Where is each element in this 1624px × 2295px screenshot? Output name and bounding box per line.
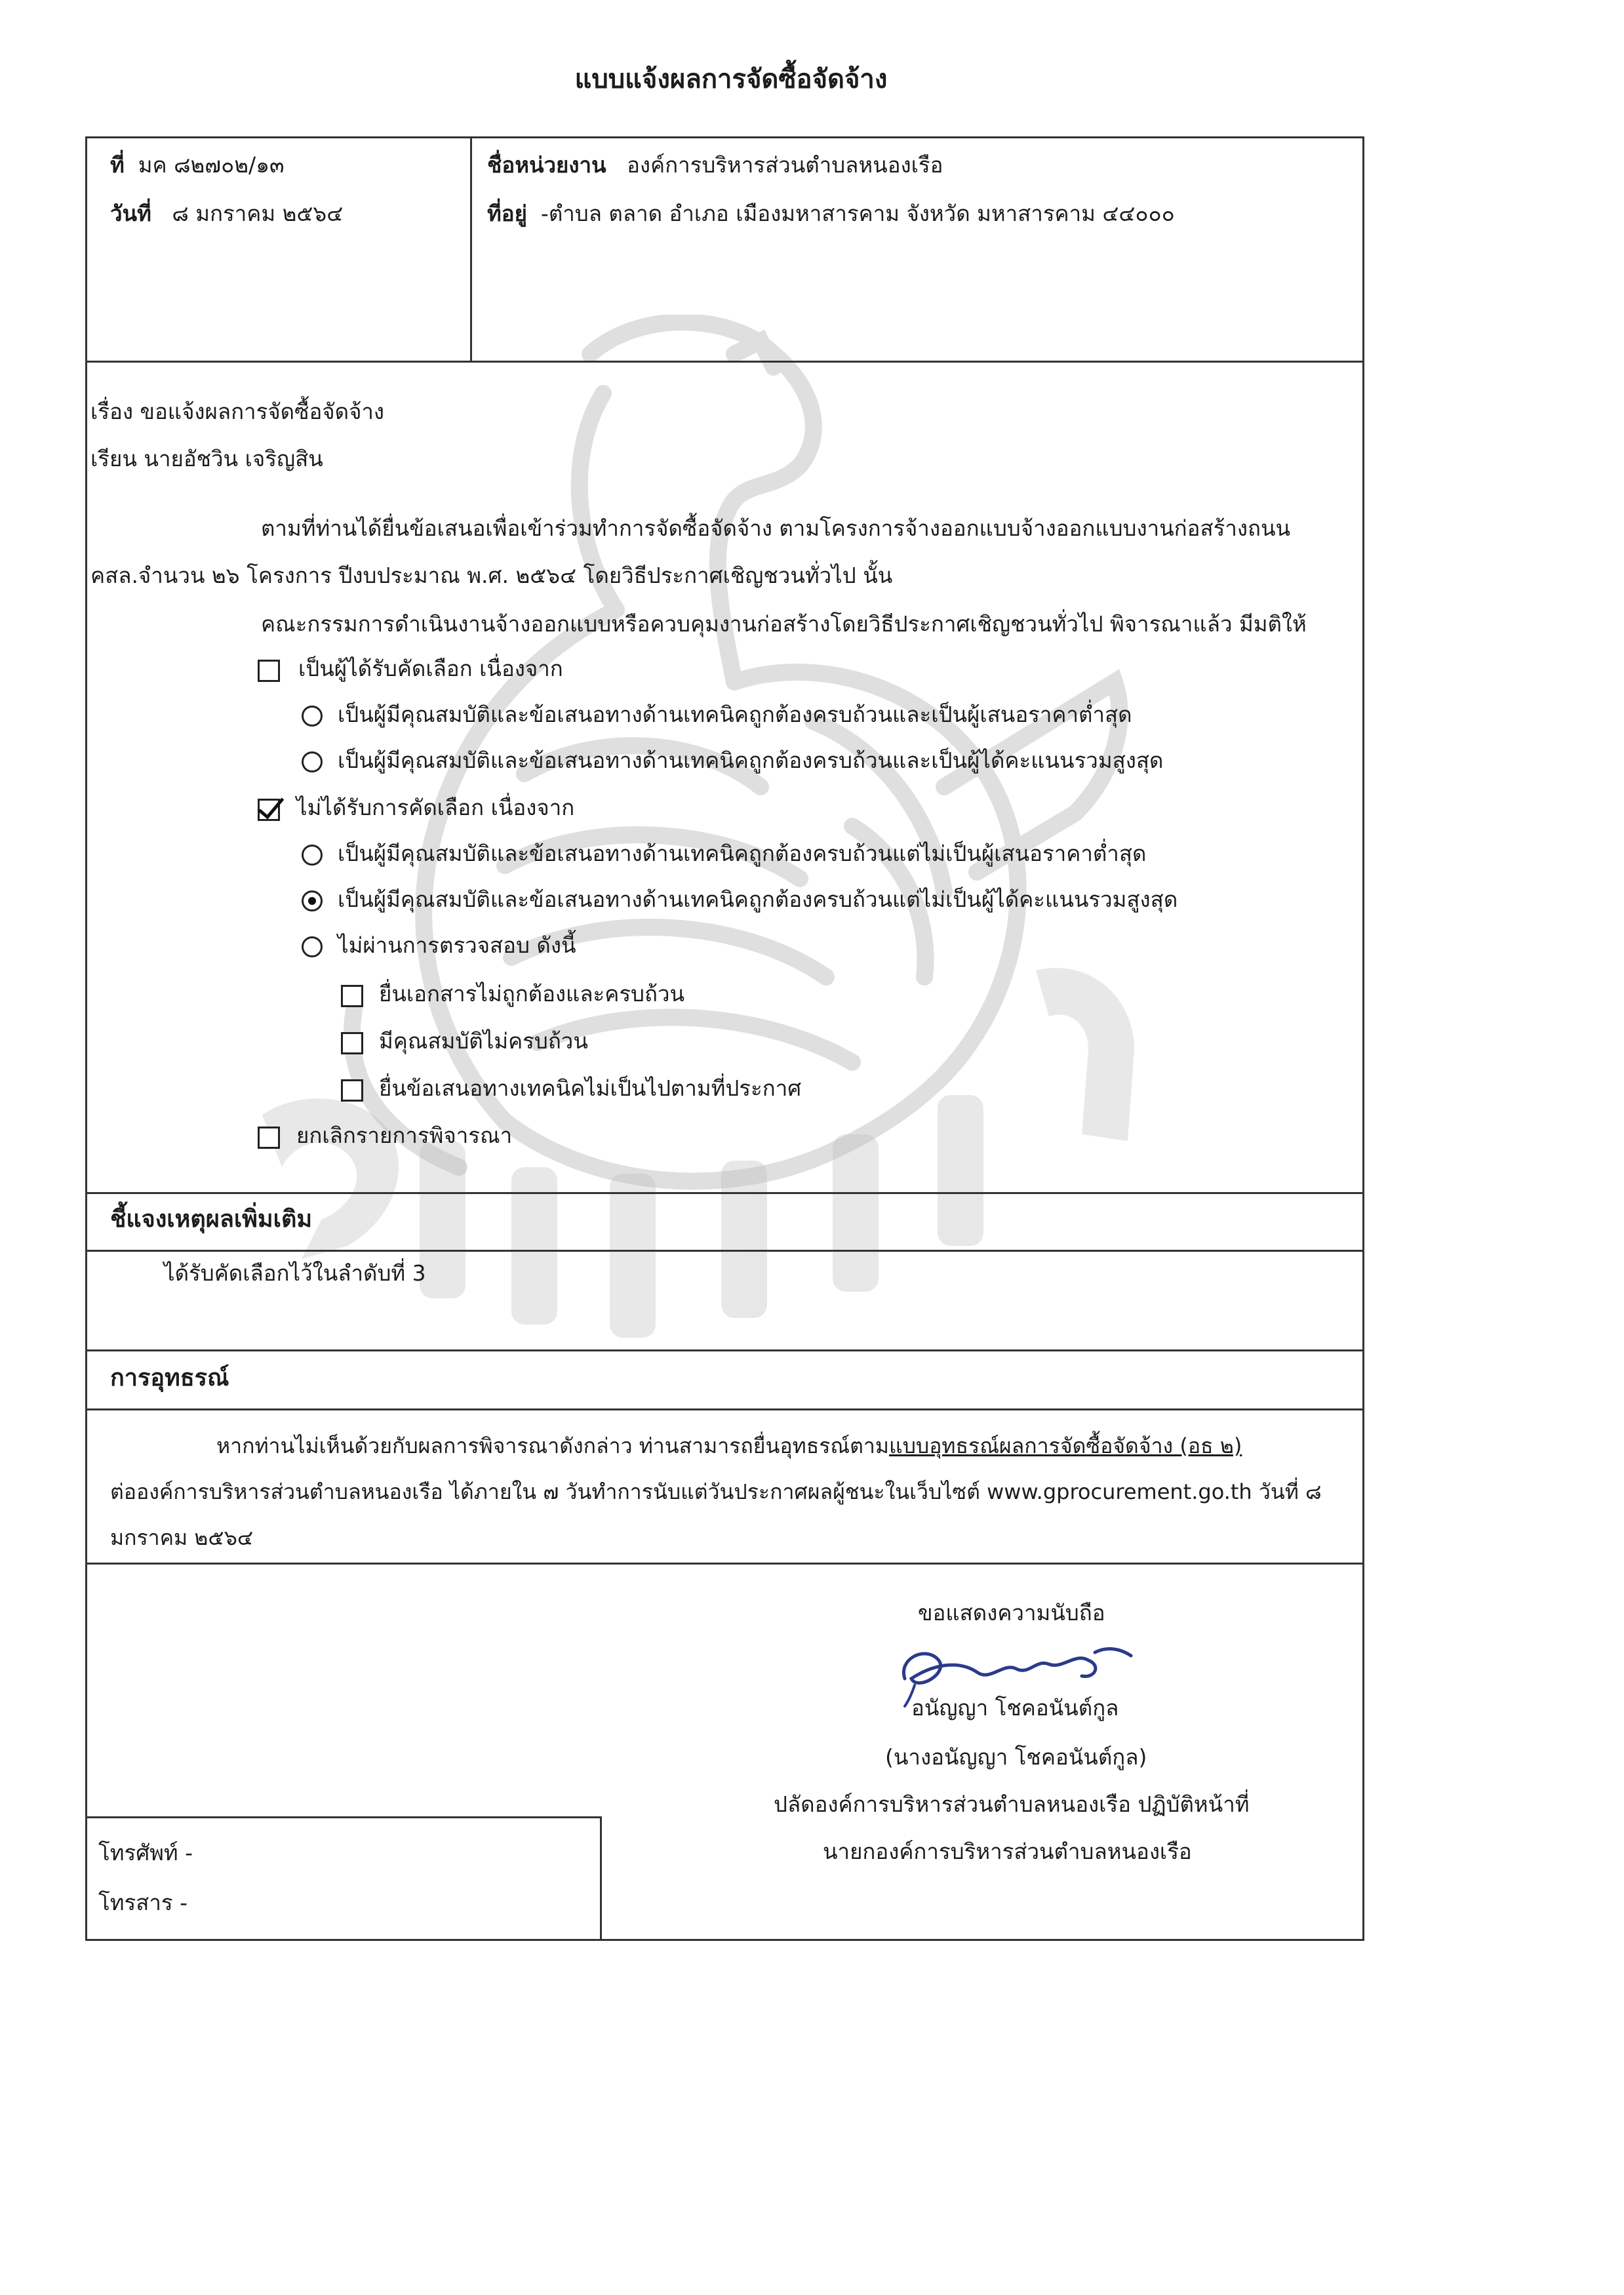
agency-address	[487, 201, 1175, 227]
not-selected-option2-radio[interactable]	[302, 890, 323, 911]
closing-text: ขอแสดงความนับถือ	[918, 1600, 1105, 1626]
appeal-line3: มกราคม ๒๕๖๔	[110, 1525, 254, 1550]
sub-option1-checkbox[interactable]	[341, 985, 363, 1007]
sub-option3-checkbox[interactable]	[341, 1079, 363, 1102]
reason-bottom-border	[85, 1349, 1364, 1351]
not-selected-option3-radio[interactable]	[302, 936, 323, 957]
agency-name	[487, 152, 943, 178]
reference-number	[110, 152, 285, 178]
header-divider	[470, 136, 472, 361]
header-bottom-border	[85, 361, 1364, 363]
selected-checkbox[interactable]	[258, 660, 280, 682]
table-top-border	[85, 136, 1364, 138]
appeal-line2: ต่อองค์การบริหารส่วนตำบลหนองเรือ ได้ภายใน ๗ วันทำการนับแต่วันประกาศผลผู้ชนะในเว็บไซต์ www.gprocurement.go.th วันที่ ๘	[110, 1479, 1322, 1504]
appeal-line1	[216, 1433, 1242, 1458]
reason-heading-border	[85, 1250, 1364, 1252]
table-right-border	[1362, 136, 1364, 1941]
address-value: -ตำบล ตลาด อำเภอ เมืองมหาสารคาม จังหวัด มหาสารคาม ๔๔๐๐๐	[540, 201, 1175, 226]
fax-number: โทรสาร -	[98, 1890, 188, 1915]
appeal-line1-text: หากท่านไม่เห็นด้วยกับผลการพิจารณาดังกล่าว ท่านสามารถยื่นอุทธรณ์ตาม	[216, 1433, 889, 1458]
appeal-heading-border	[85, 1408, 1364, 1410]
selected-option2-radio[interactable]	[302, 751, 323, 772]
appeal-heading: การอุทธรณ์	[110, 1365, 229, 1391]
cancel-checkbox[interactable]	[258, 1127, 280, 1149]
emblem-watermark	[223, 315, 1206, 1338]
sub-option2-label: มีคุณสมบัติไม่ครบถ้วน	[379, 1028, 588, 1054]
reason-text: ได้รับคัดเลือกไว้ในลำดับที่ 3	[164, 1260, 426, 1286]
reason-heading: ชี้แจงเหตุผลเพิ่มเติม	[110, 1206, 313, 1233]
not-selected-option3-label: ไม่ผ่านการตรวจสอบ ดังนี้	[338, 932, 576, 958]
table-bottom-border	[85, 1939, 1364, 1941]
appeal-form-link[interactable]: แบบอุทธรณ์ผลการจัดซื้อจัดจ้าง (อธ ๒)	[888, 1433, 1242, 1458]
intro-paragraph-line2: คสล.จำนวน ๒๖ โครงการ ปีงบประมาณ พ.ศ. ๒๕๖๔ โดยวิธีประกาศเชิญชวนทั่วไป นั้น	[90, 563, 893, 588]
full-name: (นางอนัญญา โชคอนันต์กูล)	[885, 1744, 1147, 1770]
document-title: แบบแจ้งผลการจัดซื้อจัดจ้าง	[574, 64, 888, 94]
table-left-border	[85, 136, 87, 1941]
selected-option2-label: เป็นผู้มีคุณสมบัติและข้อเสนอทางด้านเทคนิคถูกต้องครบถ้วนและเป็นผู้ได้คะแนนรวมสูงสุด	[338, 748, 1164, 773]
selected-option1-label: เป็นผู้มีคุณสมบัติและข้อเสนอทางด้านเทคนิคถูกต้องครบถ้วนและเป็นผู้เสนอราคาต่ำสุด	[338, 702, 1132, 727]
date-value: ๘ มกราคม ๒๕๖๔	[172, 201, 344, 226]
document-date	[110, 201, 343, 227]
address-label: ที่อยู่	[487, 201, 527, 226]
not-selected-label: ไม่ได้รับการคัดเลือก เนื่องจาก	[296, 795, 575, 820]
not-selected-checkbox[interactable]	[258, 799, 280, 821]
cancel-label: ยกเลิกรายการพิจารณา	[296, 1123, 513, 1148]
contact-divider	[600, 1816, 602, 1940]
phone-number: โทรศัพท์ -	[98, 1840, 193, 1866]
intro-paragraph-line1: ตามที่ท่านได้ยื่นข้อเสนอเพื่อเข้าร่วมทำการจัดซื้อจัดจ้าง ตามโครงการจ้างออกแบบจ้างออกแบบงานก่อสร้างถนน	[261, 515, 1291, 541]
reference-value: มค ๘๒๗๐๒/๑๓	[138, 152, 285, 178]
sub-option2-checkbox[interactable]	[341, 1032, 363, 1054]
sub-option3-label: ยื่นข้อเสนอทางเทคนิคไม่เป็นไปตามที่ประกาศ	[379, 1075, 802, 1101]
committee-paragraph: คณะกรรมการดำเนินงานจ้างออกแบบหรือควบคุมงานก่อสร้างโดยวิธีประกาศเชิญชวนทั่วไป พิจารณาแล้ว มีมติให้	[261, 611, 1307, 637]
agency-label: ชื่อหน่วยงาน	[487, 152, 606, 178]
position-line1: ปลัดองค์การบริหารส่วนตำบลหนองเรือ ปฏิบัติหน้าที่	[774, 1791, 1250, 1817]
position-line2: นายกองค์การบริหารส่วนตำบลหนองเรือ	[823, 1839, 1192, 1864]
not-selected-option1-radio[interactable]	[302, 845, 323, 866]
subject-line: เรื่อง ขอแจ้งผลการจัดซื้อจัดจ้าง	[90, 399, 385, 424]
body-bottom-border	[85, 1192, 1364, 1194]
appeal-bottom-border	[85, 1563, 1364, 1565]
not-selected-option2-label: เป็นผู้มีคุณสมบัติและข้อเสนอทางด้านเทคนิคถูกต้องครบถ้วนแต่ไม่เป็นผู้ได้คะแนนรวมสูงสุด	[338, 887, 1178, 912]
reference-label: ที่	[110, 152, 125, 178]
contact-top-border	[85, 1816, 602, 1818]
date-label: วันที่	[110, 201, 151, 226]
signed-name: อนัญญา โชคอนันต์กูล	[911, 1695, 1119, 1721]
not-selected-option1-label: เป็นผู้มีคุณสมบัติและข้อเสนอทางด้านเทคนิคถูกต้องครบถ้วนแต่ไม่เป็นผู้เสนอราคาต่ำสุด	[338, 841, 1147, 866]
selected-label: เป็นผู้ได้รับคัดเลือก เนื่องจาก	[298, 656, 563, 681]
sub-option1-label: ยื่นเอกสารไม่ถูกต้องและครบถ้วน	[379, 981, 685, 1007]
selected-option1-radio[interactable]	[302, 706, 323, 727]
agency-value: องค์การบริหารส่วนตำบลหนองเรือ	[627, 152, 943, 178]
recipient-line: เรียน นายอัชวิน เจริญสิน	[90, 446, 323, 471]
